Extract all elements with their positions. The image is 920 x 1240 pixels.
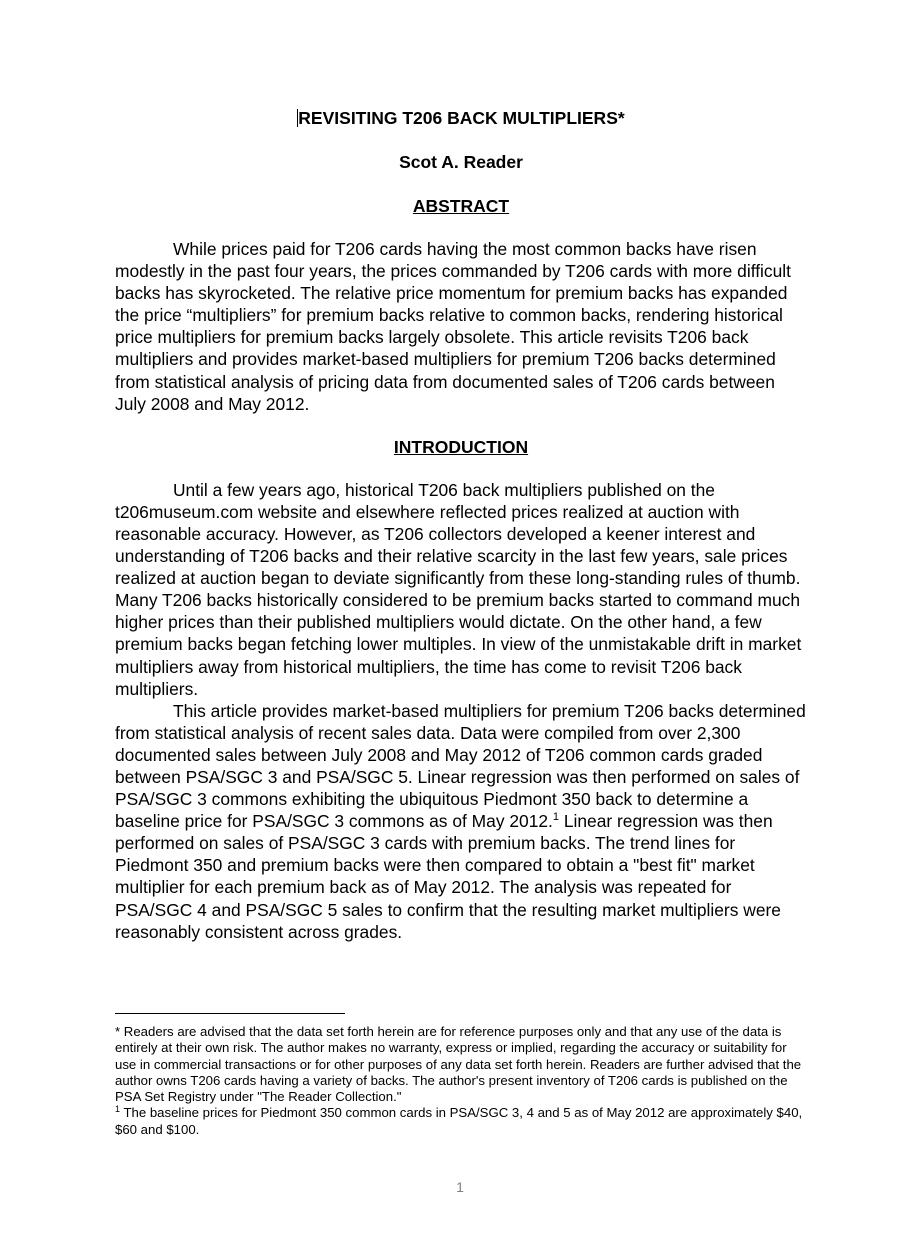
abstract-heading: ABSTRACT	[412, 196, 510, 216]
page-number: 1	[456, 1179, 464, 1195]
document-body	[115, 106, 807, 943]
introduction-paragraph-2	[115, 700, 807, 943]
abstract-paragraph: While prices paid for T206 cards having the most common backs have risen modestly in the past four years, the prices commanded by T206 cards with more difficult backs has skyrocketed. The relative price momentum for premium backs has expanded the price “multipliers” for premium backs relative to common backs, rendering historical price multipliers for premium backs largely obsolete. This article revisits T206 back multipliers and provides market-based multipliers for premium T206 backs determined from statistical analysis of pricing data from documented sales of T206 cards between July 2008 and May 2012.	[115, 239, 791, 414]
footnote-text: The baseline prices for Piedmont 350 common cards in PSA/SGC 3, 4 and 5 as of May 2012 are approximately $40, $60 and $100.	[115, 1105, 803, 1137]
document-title	[115, 106, 807, 130]
introduction-paragraph-2-part-b: Linear regression was then performed on sales of PSA/SGC 3 cards with premium backs. The trend lines for Piedmont 350 and premium backs were then compared to obtain a "best fit" market multiplier for each premium back as of May 2012. The analysis was repeated for PSA/SGC 4 and PSA/SGC 5 sales to confirm that the resulting market multipliers were reasonably consistent across grades.	[115, 811, 781, 942]
footnote-asterisk	[115, 1024, 805, 1105]
footnote-marker: 1	[115, 1104, 121, 1115]
document-author: Scot A. Reader	[399, 152, 523, 172]
footnote-text: Readers are advised that the data set forth herein are for reference purposes only and that any use of the data is entirely at their own risk. The author makes no warranty, express or implied, regarding the accuracy or suitability for use in commercial transactions or for other purposes of any data set forth herein. Readers are further advised that the author owns T206 cards having a variety of backs. The author's present inventory of T206 cards is published on the PSA Set Registry under "The Reader Collection."	[115, 1024, 802, 1105]
footnote-marker: *	[115, 1024, 121, 1039]
footnote-1	[115, 1105, 805, 1138]
footnotes	[115, 1024, 805, 1138]
introduction-paragraph-1: Until a few years ago, historical T206 back multipliers published on the t206museum.com website and elsewhere reflected prices realized at auction with reasonable accuracy. However, as T206 collectors developed a keener interest and understanding of T206 backs and their relative scarcity in the last few years, sale prices realized at auction began to deviate significantly from these long-standing rules of thumb. Many T206 backs historically considered to be premium backs started to command much higher prices than their published multipliers would dictate. On the other hand, a few premium backs began fetching lower multiples. In view of the unmistakable drift in market multipliers away from historical multipliers, the time has come to revisit T206 back multipliers.	[115, 479, 802, 699]
introduction-heading: INTRODUCTION	[393, 436, 529, 457]
document-title-text: REVISITING T206 BACK MULTIPLIERS*	[298, 108, 625, 128]
footnote-reference-1: 1	[552, 811, 559, 824]
footnote-separator	[115, 1013, 345, 1014]
introduction-paragraph-2-part-a: This article provides market-based multipliers for premium T206 backs determined from statistical analysis of recent sales data. Data were compiled from over 2,300 documented sales between July 2008 and May 2012 of T206 common cards graded between PSA/SGC 3 and PSA/SGC 5. Linear regression was then performed on sales of PSA/SGC 3 commons exhibiting the ubiquitous Piedmont 350 back to determine a baseline price for PSA/SGC 3 commons as of May 2012.	[115, 700, 806, 832]
